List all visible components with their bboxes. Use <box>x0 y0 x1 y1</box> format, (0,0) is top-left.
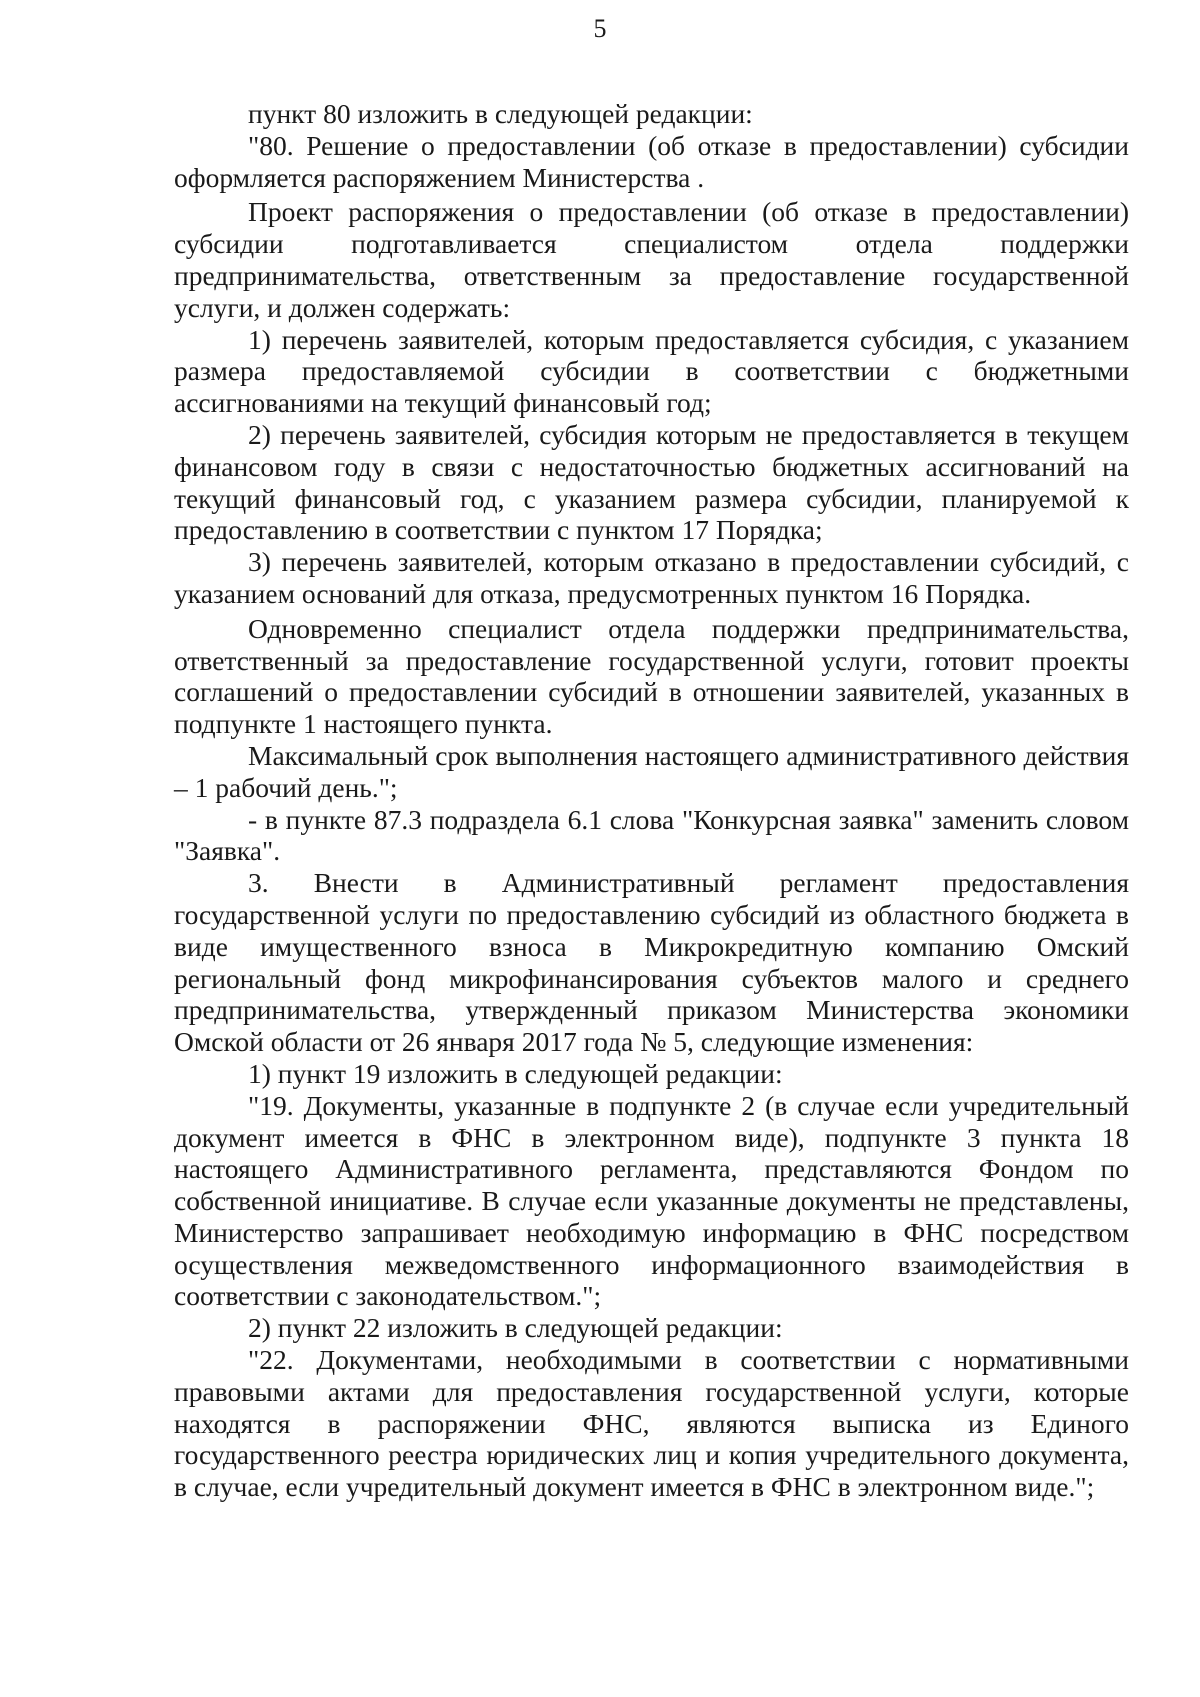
paragraph: Проект распоряжения о предоставлении (об отказе в предоставлении) субсидии подготавливается специалистом отдела поддержки предпринимательства, ответственным за предоставление государственной услуги, и должен содержать: <box>174 196 1129 323</box>
paragraph: 3) перечень заявителей, которым отказано в предоставлении субсидий, с указанием оснований для отказа, предусмотренных пунктом 16 Порядка. <box>174 546 1129 609</box>
paragraph: "19. Документы, указанные в подпункте 2 (в случае если учредительный документ имеется в ФНС в электронном виде), подпункте 3 пункта 18 настоящего Административного регламента, представляются Фондом по собственной инициативе. В случае если указанные документы не представлены, Министерство запрашивает необходимую информацию в ФНС посредством осуществления межведомственного информационного взаимодействия в соответствии с законодательством."; <box>174 1089 1129 1312</box>
paragraph: - в пункте 87.3 подраздела 6.1 слова "Конкурсная заявка" заменить словом "Заявка". <box>174 803 1129 867</box>
page-number: 5 <box>593 14 607 43</box>
paragraph: 2) пункт 22 изложить в следующей редакции: <box>248 1312 783 1344</box>
paragraph: 3. Внести в Административный регламент предоставления государственной услуги по предоставлению субсидий из областного бюджета в виде имущественного взноса в Микрокредитную компанию Омский региональный фонд микрофинансирования субъектов малого и среднего предпринимательства, утвержденный приказом Министерства экономики Омской области от 26 января 2017 года № 5, следующие изменения: <box>174 867 1129 1058</box>
document-body <box>174 98 1129 1503</box>
paragraph: Максимальный срок выполнения настоящего административного действия – 1 рабочий день."; <box>174 739 1129 803</box>
paragraph: пункт 80 изложить в следующей редакции: <box>248 98 753 129</box>
paragraph: Одновременно специалист отдела поддержки предпринимательства, ответственный за предоставление государственной услуги, готовит проекты соглашений о предоставлении субсидий в отношении заявителей, указанных в подпункте 1 настоящего пункта. <box>174 612 1129 740</box>
paragraph: 2) перечень заявителей, субсидия которым не предоставляется в текущем финансовом году в связи с недостаточностью бюджетных ассигнований на текущий финансовый год, с указанием размера субсидии, планируемой к предоставлению в соответствии с пунктом 17 Порядка; <box>174 418 1129 546</box>
paragraph: 1) перечень заявителей, которым предоставляется субсидия, с указанием размера предоставляемой субсидии в соответствии с бюджетными ассигнованиями на текущий финансовый год; <box>174 323 1129 419</box>
paragraph: "80. Решение о предоставлении (об отказе в предоставлении) субсидии оформляется распоряжением Министерства . <box>174 129 1129 193</box>
paragraph: 1) пункт 19 изложить в следующей редакции: <box>248 1057 783 1089</box>
paragraph: "22. Документами, необходимыми в соответствии с нормативными правовыми актами для предоставления государственной услуги, которые находятся в распоряжении ФНС, являются выписка из Единого государственного реестра юридических лиц и копия учредительного документа, в случае, если учредительный документ имеется в ФНС в электронном виде."; <box>174 1344 1129 1503</box>
